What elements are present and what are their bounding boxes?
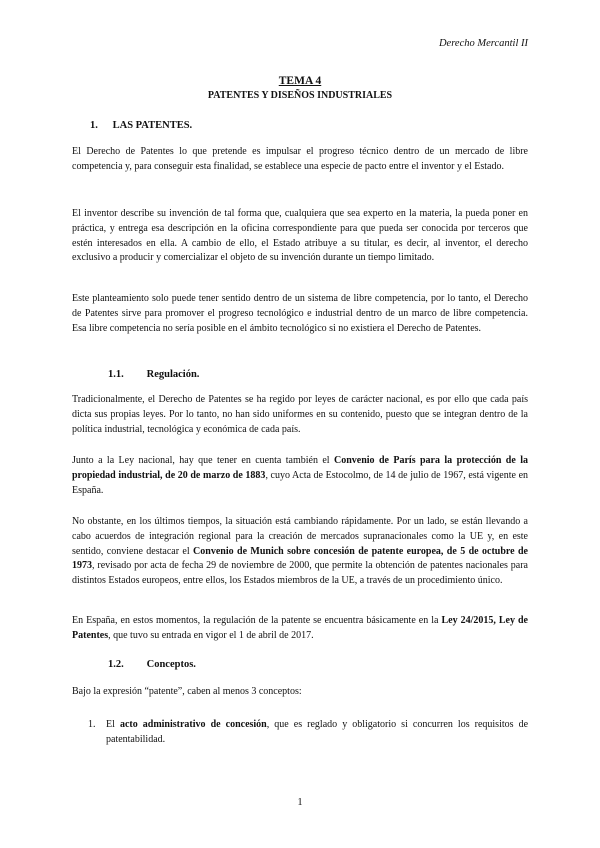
paragraph-regulacion-3 <box>72 515 528 589</box>
section-heading-1-2 <box>108 659 196 670</box>
paragraph-intro-3: Este planteamiento solo puede tener sentido dentro de un sistema de libre competencia, por lo tanto, el Derecho de Patentes sirve para promover el progreso tecnológico e industrial dentro de un marco de libre competencia. Esa libre competencia no sería posible en el ámbito tecnológico si no existiera el Derecho de Patentes. <box>72 293 528 334</box>
paragraph-regulacion-1: Tradicionalmente, el Derecho de Patentes se ha regido por leyes de carácter nacional, es por ello que cada país dicta sus propias leyes. Por lo tanto, no han sido uniformes en su contenido, puesto que se integran dentro de la política industrial, tecnológica y económica de cada país. <box>72 394 528 435</box>
text-run: , que es reglado y obligatorio si concurren los requisitos de patentabilidad. <box>106 719 529 745</box>
section-title: Regulación. <box>146 369 200 380</box>
section-number: 1.1. <box>108 369 124 380</box>
chapter-subtitle: PATENTES Y DISEÑOS INDUSTRIALES <box>207 90 393 101</box>
text-run: No obstante, en los últimos tiempos, la situación está cambiando rápidamente. Por un lado, se están llevando a cabo acuerdos de integración regional para la creación de mercados supranacionales como la UE y, en este sentido, conviene destacar el <box>72 516 528 557</box>
section-title: Conceptos. <box>146 659 196 670</box>
section-number: 1. <box>90 120 98 131</box>
paragraph-conceptos-intro: Bajo la expresión “patente”, caben al menos 3 conceptos: <box>72 686 302 697</box>
paragraph-regulacion-4 <box>72 614 528 644</box>
bold-convenio-munich: Convenio de Munich sobre concesión de patente europea, de 5 de octubre de 1973 <box>72 545 528 572</box>
chapter-title: TEMA 4 <box>278 75 322 87</box>
bold-ley-patentes: Ley 24/2015, Ley de Patentes <box>72 615 528 641</box>
bold-acto-administrativo: acto administrativo de concesión <box>119 719 267 730</box>
list-number: 1. <box>88 719 96 730</box>
paragraph-intro-2: El inventor describe su invención de tal forma que, cualquiera que sea experto en la materia, la pueda poner en práctica, y entrega esa descripción en la oficina correspondiente para que pueda ser conocida por terceros que estén interesados en ella. A cambio de ello, el Estado atribuye a su titular, es decir, al inventor, el derecho exclusivo a producir y comercializar el objeto de su invención durante un tiempo limitado. <box>72 208 528 264</box>
page-number: 1 <box>297 797 303 808</box>
paragraph-regulacion-2 <box>72 454 528 498</box>
section-heading-1-1 <box>108 369 199 380</box>
list-text <box>106 718 528 748</box>
section-number: 1.2. <box>108 659 124 670</box>
section-title: LAS PATENTES. <box>112 120 193 131</box>
bold-convenio-paris: Convenio de París para la protección de la propiedad industrial, de 20 de marzo de 1883 <box>72 455 528 481</box>
paragraph-intro-1: El Derecho de Patentes lo que pretende es impulsar el progreso técnico dentro de un mercado de libre competencia y, para conseguir esta finalidad, se establece una especie de pacto entre el inventor y el Estado. <box>72 146 528 172</box>
text-run: Junto a la Ley nacional, hay que tener en cuenta también el <box>72 455 334 466</box>
text-run: , que tuvo su entrada en vigor el 1 de abril de 2017. <box>108 629 314 641</box>
text-run: , cuyo Acta de Estocolmo, de 14 de julio de 1967, está vigente en España. <box>72 469 529 496</box>
text-run: , revisado por acta de fecha 29 de noviembre de 2000, que permite la obtención de patentes nacionales para distintos Estados europeos, entre ellos, los Estados miembros de la UE, a través de un procedimiento único. <box>72 560 528 587</box>
text-run: En España, en estos momentos, la regulación de la patente se encuentra básicamente en la <box>72 615 442 626</box>
running-header: Derecho Mercantil II <box>438 38 528 49</box>
section-heading-1 <box>90 120 192 131</box>
text-run: El <box>106 719 120 730</box>
